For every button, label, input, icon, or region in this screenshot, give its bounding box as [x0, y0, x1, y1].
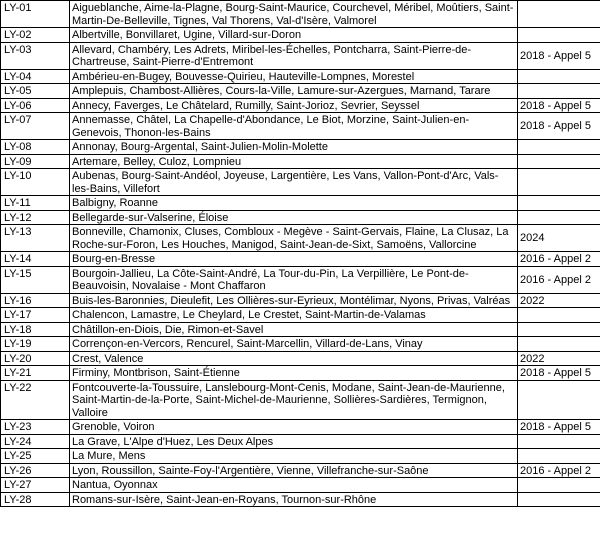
zone-code-cell: LY-01	[1, 1, 70, 28]
areas-cell: Annonay, Bourg-Argental, Saint-Julien-Molin-Molette	[70, 140, 518, 155]
areas-cell: Corrençon-en-Vercors, Rencurel, Saint-Marcellin, Villard-de-Lans, Vinay	[70, 337, 518, 352]
zone-code-cell: LY-21	[1, 366, 70, 381]
areas-cell: Lyon, Roussillon, Sainte-Foy-l'Argentière, Vienne, Villefranche-sur-Saône	[70, 463, 518, 478]
table-row	[1, 337, 600, 352]
zone-code-cell: LY-02	[1, 28, 70, 43]
table-row	[1, 322, 600, 337]
areas-cell: Allevard, Chambéry, Les Adrets, Miribel-les-Échelles, Pontcharra, Saint-Pierre-de-Chartreuse, Saint-Pierre-d'Entremont	[70, 42, 518, 69]
table-row	[1, 492, 600, 507]
table-row	[1, 196, 600, 211]
areas-cell: Annecy, Faverges, Le Châtelard, Rumilly, Saint-Jorioz, Sevrier, Seyssel	[70, 98, 518, 113]
zone-code-cell: LY-22	[1, 380, 70, 420]
table-row	[1, 225, 600, 252]
zone-code-cell: LY-15	[1, 266, 70, 293]
deployment-cell: 2022	[518, 351, 600, 366]
zone-code-cell: LY-06	[1, 98, 70, 113]
areas-cell: Fontcouverte-la-Toussuire, Lanslebourg-Mont-Cenis, Modane, Saint-Jean-de-Maurienne, Saint-Martin-de-la-Porte, Saint-Michel-de-Maurienne, Sollières-Sardières, Termignon, Valloire	[70, 380, 518, 420]
areas-cell: Châtillon-en-Diois, Die, Rimon-et-Savel	[70, 322, 518, 337]
areas-cell: Bonneville, Chamonix, Cluses, Combloux - Megève - Saint-Gervais, Flaine, La Clusaz, La Roche-sur-Foron, Les Houches, Manigod, Saint-Jean-de-Sixt, Samoëns, Vallorcine	[70, 225, 518, 252]
table-row	[1, 308, 600, 323]
zone-code-cell: LY-19	[1, 337, 70, 352]
areas-cell: Crest, Valence	[70, 351, 518, 366]
areas-cell: Chalencon, Lamastre, Le Cheylard, Le Crestet, Saint-Martin-de-Valamas	[70, 308, 518, 323]
deployment-cell	[518, 69, 600, 84]
areas-cell: Grenoble, Voiron	[70, 420, 518, 435]
deployment-cell	[518, 154, 600, 169]
zone-code-cell: LY-07	[1, 113, 70, 140]
table-row	[1, 98, 600, 113]
deployment-cell: 2016 - Appel 2	[518, 266, 600, 293]
zone-code-cell: LY-09	[1, 154, 70, 169]
areas-cell: Nantua, Oyonnax	[70, 478, 518, 493]
table-row	[1, 84, 600, 99]
deployment-cell: 2018 - Appel 5	[518, 420, 600, 435]
deployment-cell	[518, 169, 600, 196]
table-row	[1, 463, 600, 478]
zone-code-cell: LY-24	[1, 434, 70, 449]
areas-cell: Artemare, Belley, Culoz, Lompnieu	[70, 154, 518, 169]
table-row	[1, 380, 600, 420]
deployment-cell	[518, 478, 600, 493]
areas-cell: Albertville, Bonvillaret, Ugine, Villard-sur-Doron	[70, 28, 518, 43]
zone-code-cell: LY-17	[1, 308, 70, 323]
deployment-cell: 2022	[518, 293, 600, 308]
deployment-cell: 2016 - Appel 2	[518, 252, 600, 267]
zone-code-cell: LY-23	[1, 420, 70, 435]
table-row	[1, 252, 600, 267]
deployment-cell	[518, 28, 600, 43]
zone-code-cell: LY-05	[1, 84, 70, 99]
table-row	[1, 113, 600, 140]
zone-code-cell: LY-13	[1, 225, 70, 252]
areas-cell: Bourgoin-Jallieu, La Côte-Saint-André, La Tour-du-Pin, La Verpillière, Le Pont-de-Beauvoisin, Novalaise - Mont Chaffaron	[70, 266, 518, 293]
deployment-cell	[518, 337, 600, 352]
table-row	[1, 449, 600, 464]
table-row	[1, 1, 600, 28]
table-row	[1, 69, 600, 84]
zone-code-cell: LY-27	[1, 478, 70, 493]
deployment-cell	[518, 380, 600, 420]
deployment-cell	[518, 449, 600, 464]
zone-code-cell: LY-10	[1, 169, 70, 196]
table-row	[1, 154, 600, 169]
areas-cell: La Grave, L'Alpe d'Huez, Les Deux Alpes	[70, 434, 518, 449]
table-row	[1, 28, 600, 43]
zone-code-cell: LY-12	[1, 210, 70, 225]
deployment-cell: 2018 - Appel 5	[518, 366, 600, 381]
table-row	[1, 266, 600, 293]
areas-cell: Firminy, Montbrison, Saint-Étienne	[70, 366, 518, 381]
deployment-cell	[518, 196, 600, 211]
deployment-cell	[518, 1, 600, 28]
areas-cell: Aubenas, Bourg-Saint-Andéol, Joyeuse, Largentière, Les Vans, Vallon-Pont-d'Arc, Vals-les-Bains, Villefort	[70, 169, 518, 196]
zone-code-cell: LY-26	[1, 463, 70, 478]
zone-code-cell: LY-25	[1, 449, 70, 464]
table-row	[1, 140, 600, 155]
areas-cell: Ambérieu-en-Bugey, Bouvesse-Quirieu, Hauteville-Lompnes, Morestel	[70, 69, 518, 84]
table-row	[1, 169, 600, 196]
zone-code-cell: LY-14	[1, 252, 70, 267]
deployment-cell	[518, 210, 600, 225]
deployment-cell	[518, 492, 600, 507]
zone-code-cell: LY-03	[1, 42, 70, 69]
deployment-cell	[518, 84, 600, 99]
areas-cell: Annemasse, Châtel, La Chapelle-d'Abondance, Le Biot, Morzine, Saint-Julien-en-Genevois, Thonon-les-Bains	[70, 113, 518, 140]
deployment-cell	[518, 322, 600, 337]
table-row	[1, 351, 600, 366]
deployment-cell	[518, 434, 600, 449]
deployment-cell: 2018 - Appel 5	[518, 42, 600, 69]
table-row	[1, 42, 600, 69]
areas-cell: Buis-les-Baronnies, Dieulefit, Les Ollières-sur-Eyrieux, Montélimar, Nyons, Privas, Valréas	[70, 293, 518, 308]
zone-code-cell: LY-04	[1, 69, 70, 84]
areas-cell: Bellegarde-sur-Valserine, Éloise	[70, 210, 518, 225]
areas-cell: La Mure, Mens	[70, 449, 518, 464]
table-row	[1, 478, 600, 493]
areas-cell: Bourg-en-Bresse	[70, 252, 518, 267]
zone-code-cell: LY-16	[1, 293, 70, 308]
table-row	[1, 420, 600, 435]
zone-code-cell: LY-18	[1, 322, 70, 337]
areas-cell: Romans-sur-Isère, Saint-Jean-en-Royans, Tournon-sur-Rhône	[70, 492, 518, 507]
areas-cell: Amplepuis, Chambost-Allières, Cours-la-Ville, Lamure-sur-Azergues, Marnand, Tarare	[70, 84, 518, 99]
areas-cell: Balbigny, Roanne	[70, 196, 518, 211]
zone-table-body	[1, 1, 600, 507]
zone-code-cell: LY-28	[1, 492, 70, 507]
deployment-cell: 2024	[518, 225, 600, 252]
deployment-cell: 2018 - Appel 5	[518, 113, 600, 140]
deployment-cell	[518, 308, 600, 323]
areas-cell: Aigueblanche, Aime-la-Plagne, Bourg-Saint-Maurice, Courchevel, Méribel, Moûtiers, Saint-Martin-De-Belleville, Tignes, Val Thorens, Val-d'Isère, Valmorel	[70, 1, 518, 28]
zone-code-cell: LY-11	[1, 196, 70, 211]
deployment-cell: 2016 - Appel 2	[518, 463, 600, 478]
table-row	[1, 366, 600, 381]
table-row	[1, 293, 600, 308]
table-row	[1, 210, 600, 225]
zone-code-cell: LY-08	[1, 140, 70, 155]
table-row	[1, 434, 600, 449]
deployment-cell: 2018 - Appel 5	[518, 98, 600, 113]
deployment-cell	[518, 140, 600, 155]
zone-code-cell: LY-20	[1, 351, 70, 366]
